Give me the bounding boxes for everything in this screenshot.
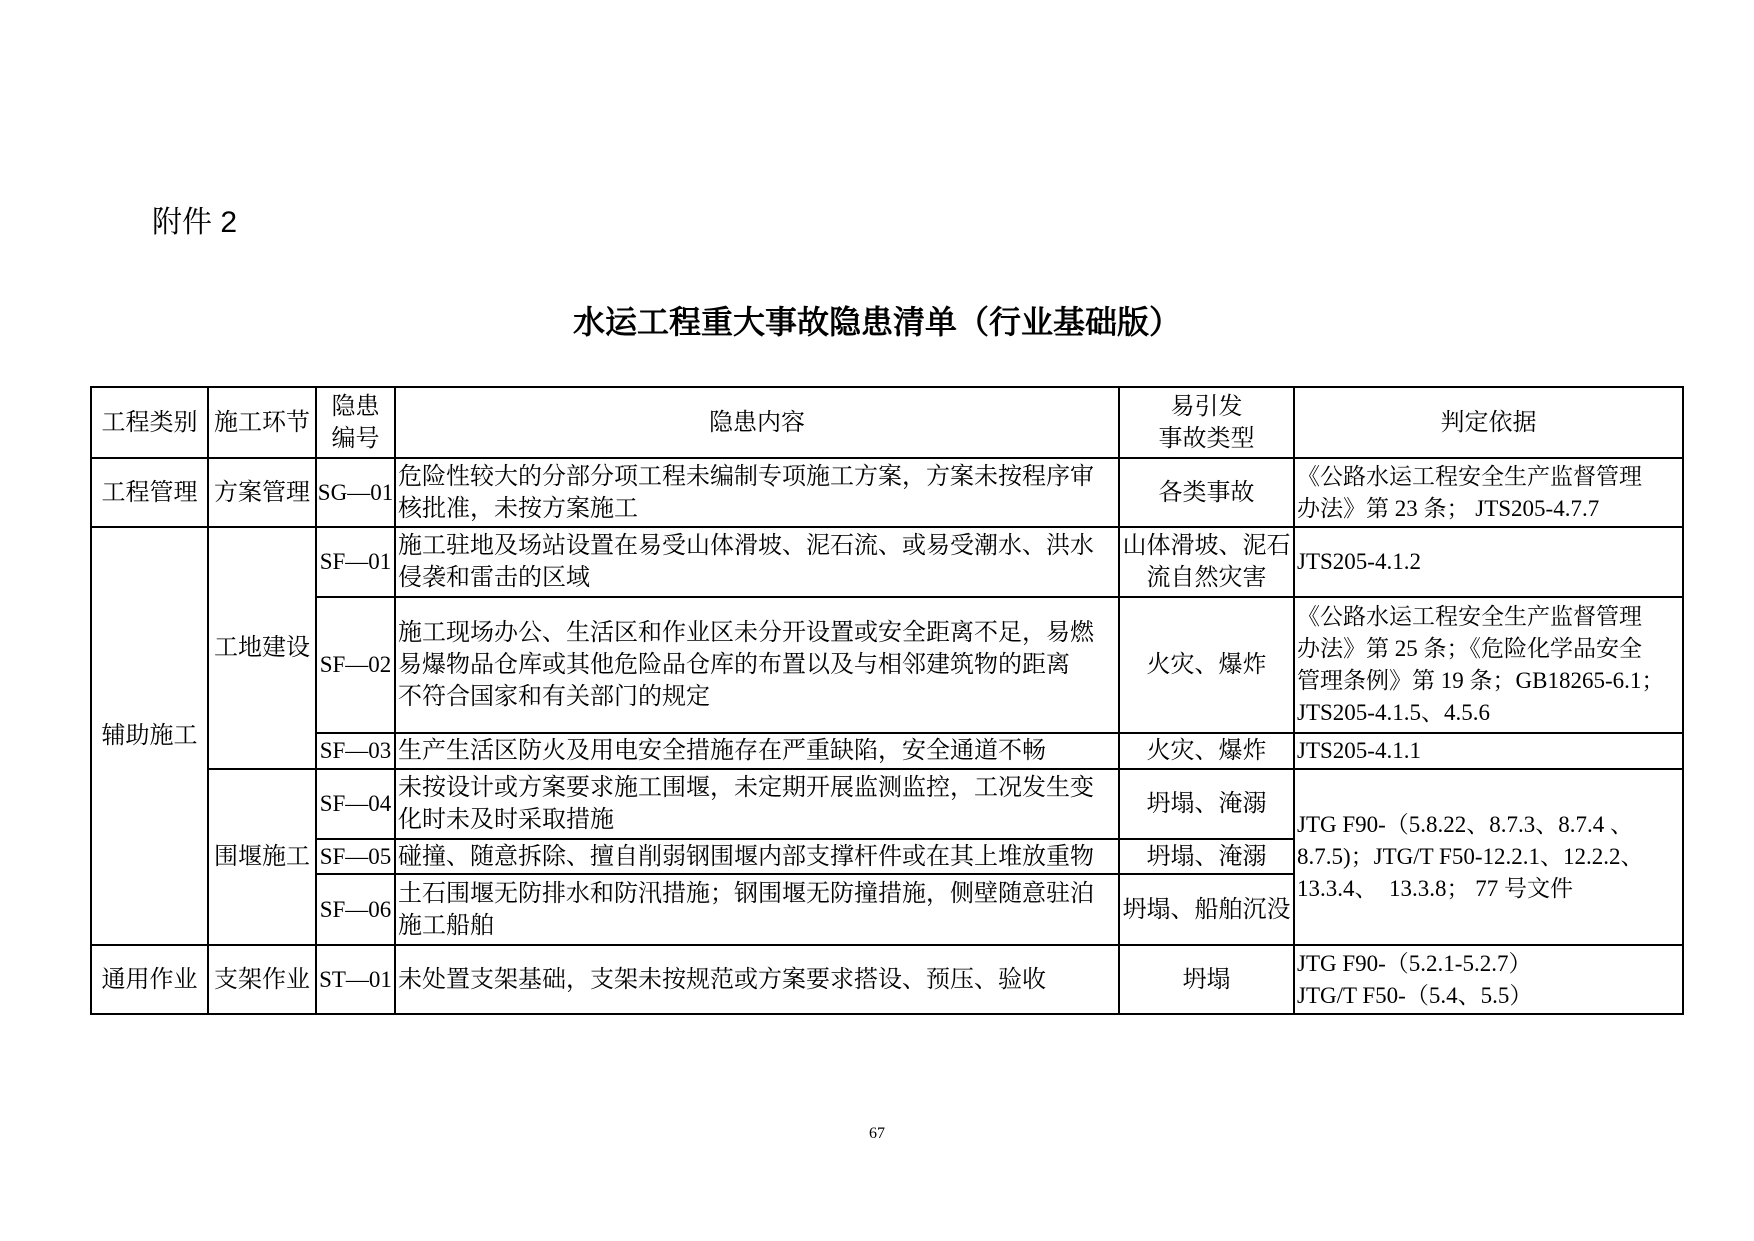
header-content: 隐患内容 xyxy=(395,387,1119,458)
cell-code: SF—02 xyxy=(316,597,395,733)
cell-accident-type: 坍塌 xyxy=(1119,945,1294,1014)
cell-code: SF—04 xyxy=(316,769,395,839)
cell-code: ST—01 xyxy=(316,945,395,1014)
table-row xyxy=(91,597,1683,733)
cell-stage: 方案管理 xyxy=(208,458,316,527)
attachment-label: 附件 2 xyxy=(152,206,238,239)
table-row xyxy=(91,769,1683,839)
cell-accident-type: 各类事故 xyxy=(1119,458,1294,527)
header-stage: 施工环节 xyxy=(208,387,316,458)
table-row xyxy=(91,945,1683,1014)
cell-accident-type: 火灾、爆炸 xyxy=(1119,733,1294,769)
cell-basis: 《公路水运工程安全生产监督管理 办法》第 25 条；《危险化学品安全 管理条例》第 19 条；GB18265-6.1； JTS205-4.1.5、4.5.6 xyxy=(1294,597,1683,733)
cell-stage: 工地建设 xyxy=(208,527,316,769)
table-header-row xyxy=(91,387,1683,458)
cell-code: SF—01 xyxy=(316,527,395,597)
cell-code: SF—06 xyxy=(316,874,395,945)
cell-basis: JTG F90-（5.8.22、8.7.3、8.7.4 、 8.7.5)；JTG/T F50-12.2.1、12.2.2、 13.3.4、 13.3.8； 77 号文件 xyxy=(1294,769,1683,945)
cell-category: 工程管理 xyxy=(91,458,208,527)
cell-basis: JTG F90-（5.2.1-5.2.7） JTG/T F50-（5.4、5.5） xyxy=(1294,945,1683,1014)
cell-content: 未按设计或方案要求施工围堰，未定期开展监测监控，工况发生变 化时未及时采取措施 xyxy=(395,769,1119,839)
cell-code: SF—03 xyxy=(316,733,395,769)
cell-content: 生产生活区防火及用电安全措施存在严重缺陷，安全通道不畅 xyxy=(395,733,1119,769)
cell-content: 施工驻地及场站设置在易受山体滑坡、泥石流、或易受潮水、洪水 侵袭和雷击的区域 xyxy=(395,527,1119,597)
cell-code: SF—05 xyxy=(316,839,395,874)
cell-content: 碰撞、随意拆除、擅自削弱钢围堰内部支撑杆件或在其上堆放重物 xyxy=(395,839,1119,874)
cell-content: 施工现场办公、生活区和作业区未分开设置或安全距离不足，易燃 易爆物品仓库或其他危险品仓库的布置以及与相邻建筑物的距离 不符合国家和有关部门的规定 xyxy=(395,597,1119,733)
cell-accident-type: 坍塌、淹溺 xyxy=(1119,839,1294,874)
header-code: 隐患 编号 xyxy=(316,387,395,458)
cell-category: 辅助施工 xyxy=(91,527,208,945)
header-accident-type: 易引发 事故类型 xyxy=(1119,387,1294,458)
cell-stage: 支架作业 xyxy=(208,945,316,1014)
table-row xyxy=(91,527,1683,597)
cell-content: 危险性较大的分部分项工程未编制专项施工方案，方案未按程序审 核批准，未按方案施工 xyxy=(395,458,1119,527)
page-title: 水运工程重大事故隐患清单（行业基础版） xyxy=(572,304,1181,340)
header-basis: 判定依据 xyxy=(1294,387,1683,458)
cell-basis: 《公路水运工程安全生产监督管理 办法》第 23 条； JTS205-4.7.7 xyxy=(1294,458,1683,527)
cell-accident-type: 坍塌、淹溺 xyxy=(1119,769,1294,839)
table-head xyxy=(91,387,1683,458)
hazard-table xyxy=(90,386,1684,1015)
cell-code: SG—01 xyxy=(316,458,395,527)
cell-basis: JTS205-4.1.2 xyxy=(1294,527,1683,597)
cell-stage: 围堰施工 xyxy=(208,769,316,945)
table-body xyxy=(91,458,1683,1014)
cell-accident-type: 坍塌、船舶沉没 xyxy=(1119,874,1294,945)
cell-category: 通用作业 xyxy=(91,945,208,1014)
cell-basis: JTS205-4.1.1 xyxy=(1294,733,1683,769)
header-category: 工程类别 xyxy=(91,387,208,458)
cell-accident-type: 火灾、爆炸 xyxy=(1119,597,1294,733)
cell-content: 土石围堰无防排水和防汛措施；钢围堰无防撞措施，侧壁随意驻泊 施工船舶 xyxy=(395,874,1119,945)
table-row xyxy=(91,458,1683,527)
table-row xyxy=(91,733,1683,769)
page-number: 67 xyxy=(869,1125,885,1142)
cell-content: 未处置支架基础，支架未按规范或方案要求搭设、预压、验收 xyxy=(395,945,1119,1014)
cell-accident-type: 山体滑坡、泥石 流自然灾害 xyxy=(1119,527,1294,597)
